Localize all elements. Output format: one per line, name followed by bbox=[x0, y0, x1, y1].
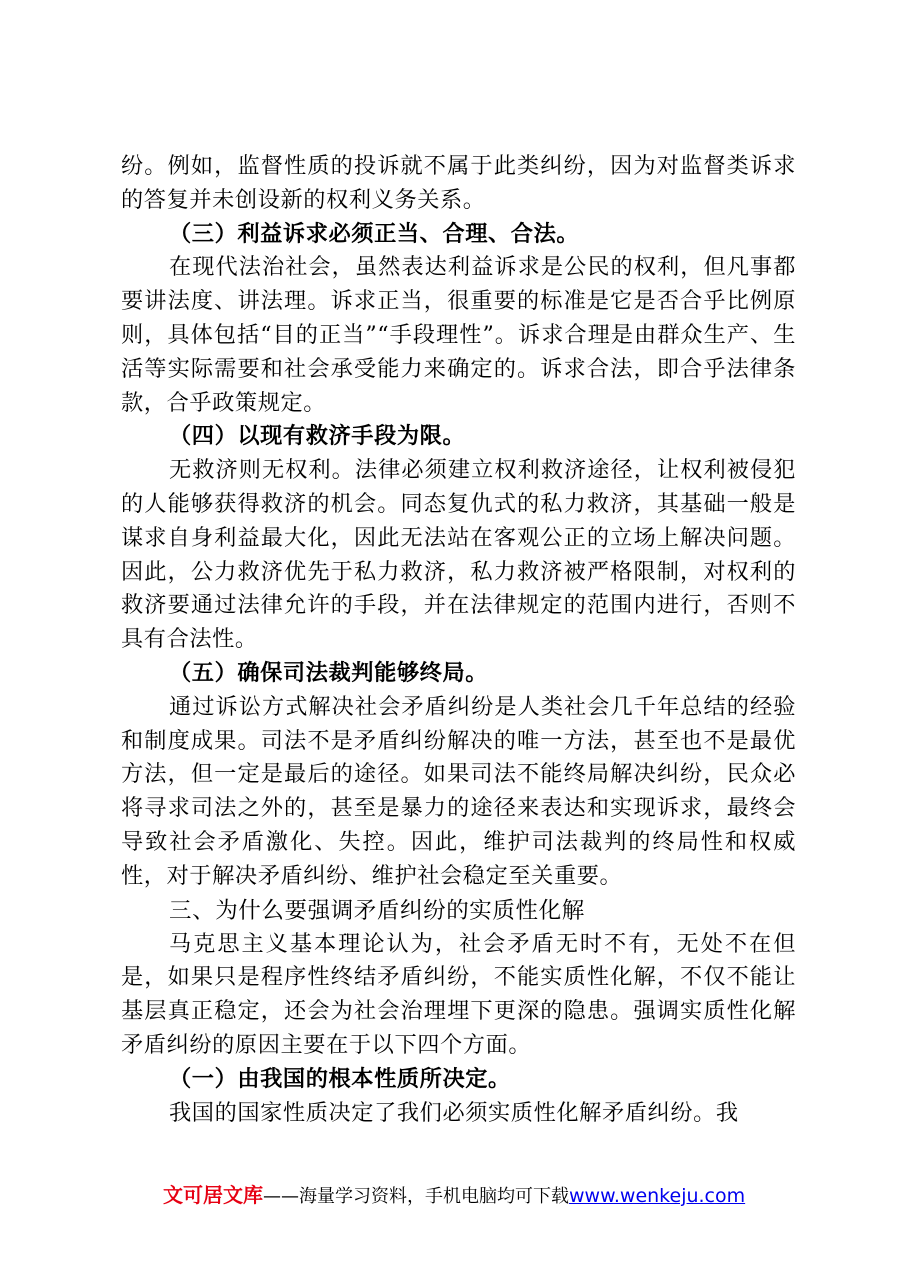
footer-link[interactable]: www.wenkeju.com bbox=[569, 1185, 746, 1207]
footer-brand: 文可居文库 bbox=[163, 1183, 263, 1207]
document-body bbox=[121, 150, 796, 1130]
section-heading: （一）由我国的根本性质所决定。 bbox=[169, 1065, 511, 1092]
footer-slogan: ——海量学习资料，手机电脑均可下载 bbox=[263, 1186, 569, 1207]
paragraph: 在现代法治社会，虽然表达利益诉求是公民的权利，但凡事都要讲法度、讲法理。诉求正当，很重要的标准是它是否合乎比例原则，具体包括“目的正当”“手段理性”。诉求合理是由群众生产、生活等实际需要和社会承受能力来确定的。诉求合法，即合乎法律条款，合乎政策规定。 bbox=[121, 254, 796, 416]
paragraph: 马克思主义基本理论认为，社会矛盾无时不有，无处不在但是，如果只是程序性终结矛盾纠纷，不能实质性化解，不仅不能让基层真正稳定，还会为社会治理埋下更深的隐患。强调实质性化解矛盾纠纷的原因主要在于以下四个方面。 bbox=[121, 930, 796, 1058]
paragraph: 无救济则无权利。法律必须建立权利救济途径，让权利被侵犯的人能够获得救济的机会。同态复仇式的私力救济，其基础一般是谋求自身利益最大化，因此无法站在客观公正的立场上解决问题。因此，公力救济优先于私力救济，私力救济被严格限制，对权利的救济要通过法律允许的手段，并在法律规定的范围内进行，否则不具有合法性。 bbox=[121, 457, 796, 653]
chapter-heading: 三、为什么要强调矛盾纠纷的实质性化解 bbox=[169, 897, 585, 924]
footer-banner bbox=[163, 1180, 783, 1212]
paragraph: 我国的国家性质决定了我们必须实质性化解矛盾纠纷。我 bbox=[169, 1099, 739, 1126]
section-heading: （四）以现有救济手段为限。 bbox=[169, 423, 466, 450]
paragraph: 通过诉讼方式解决社会矛盾纠纷是人类社会几千年总结的经验和制度成果。司法不是矛盾纠纷解决的唯一方法，甚至也不是最优方法，但一定是最后的途径。如果司法不能终局解决纠纷，民众必将寻求司法之外的，甚至是暴力的途径来表达和实现诉求，最终会导致社会矛盾激化、失控。因此，维护司法裁判的终局性和权威性，对于解决矛盾纠纷、维护社会稳定至关重要。 bbox=[121, 693, 796, 889]
section-heading: （五）确保司法裁判能够终局。 bbox=[169, 659, 489, 686]
paragraph: 纷。例如，监督性质的投诉就不属于此类纠纷，因为对监督类诉求的答复并未创设新的权利义务关系。 bbox=[121, 153, 796, 213]
section-heading: （三）利益诉求必须正当、合理、合法。 bbox=[169, 220, 580, 247]
